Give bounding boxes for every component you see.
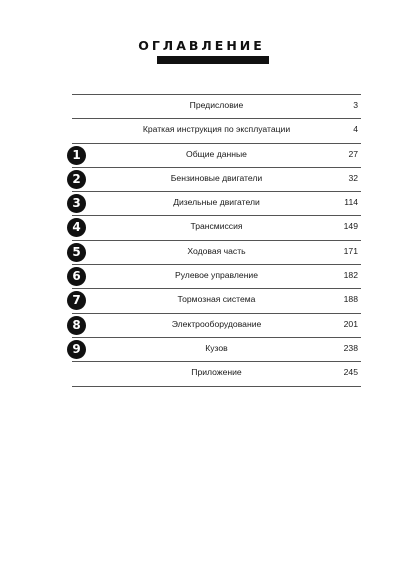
- chapter-number-badge: 9: [67, 340, 86, 359]
- toc-label: Общие данные: [186, 148, 247, 159]
- toc-page-number: 182: [343, 270, 358, 281]
- toc-label: Приложение: [191, 367, 242, 378]
- toc-page-number: 201: [343, 318, 358, 329]
- toc-page-number: 4: [353, 124, 358, 135]
- toc-row-chapter-3[interactable]: [72, 191, 361, 215]
- toc-label: Краткая инструкция по эксплуатации: [142, 124, 291, 135]
- toc-row-chapter-6[interactable]: [72, 264, 361, 288]
- toc-row-chapter-1[interactable]: [72, 143, 361, 167]
- toc-row-appendix[interactable]: [72, 361, 361, 386]
- chapter-number-badge: 5: [67, 243, 86, 262]
- toc-page-number: 32: [348, 172, 358, 183]
- toc-label: Предисловие: [189, 100, 244, 110]
- toc-row-quick-guide[interactable]: [72, 118, 361, 142]
- toc-label: Кузов: [205, 342, 228, 353]
- toc-page-number: 3: [353, 100, 358, 110]
- toc-row-chapter-5[interactable]: [72, 240, 361, 264]
- toc-page-number: 27: [348, 148, 358, 159]
- toc-row-chapter-2[interactable]: [72, 167, 361, 191]
- chapter-number-badge: 3: [67, 194, 86, 213]
- page-title: ОГЛАВЛЕНИЕ: [138, 38, 265, 53]
- toc-page-number: 171: [343, 245, 358, 256]
- chapter-number-badge: 6: [67, 267, 86, 286]
- toc-label: Бензиновые двигатели: [170, 172, 263, 183]
- toc-label: Трансмиссия: [190, 221, 243, 232]
- toc-page-number: 114: [344, 197, 358, 208]
- toc-label: Дизельные двигатели: [173, 197, 260, 208]
- title-underline-bar: [157, 56, 269, 64]
- toc-row-preface[interactable]: [72, 94, 361, 118]
- toc-page-number: 245: [343, 367, 358, 378]
- chapter-number-badge: 4: [67, 218, 86, 237]
- toc-label: Электрооборудование: [171, 318, 262, 329]
- toc-page-number: 149: [343, 221, 358, 232]
- chapter-number-badge: 7: [67, 291, 86, 310]
- toc-label: Рулевое управление: [174, 270, 259, 281]
- toc-page-number: 238: [343, 342, 358, 353]
- toc-label: Ходовая часть: [187, 245, 246, 256]
- chapter-number-badge: 2: [67, 170, 86, 189]
- chapter-number-badge: 1: [67, 146, 86, 165]
- toc-row-chapter-8[interactable]: [72, 313, 361, 337]
- toc-row-chapter-4[interactable]: [72, 215, 361, 239]
- toc-row-chapter-9[interactable]: [72, 337, 361, 361]
- toc-row-chapter-7[interactable]: [72, 288, 361, 312]
- chapter-number-badge: 8: [67, 316, 86, 335]
- toc-label: Тормозная система: [177, 294, 256, 305]
- toc-page-number: 188: [343, 294, 358, 305]
- table-of-contents: [72, 94, 361, 387]
